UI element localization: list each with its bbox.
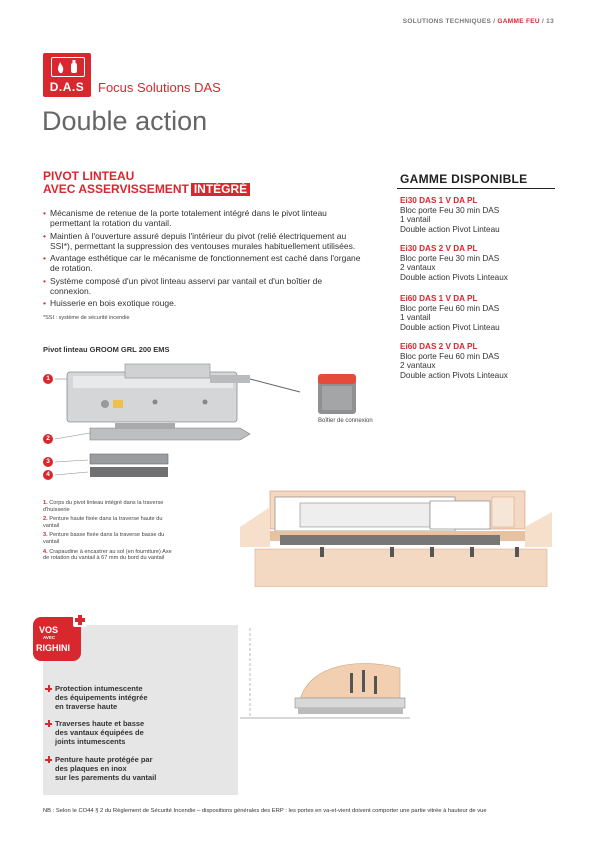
ssi-footnote: *SSI : système de sécurité incendie bbox=[43, 315, 130, 321]
gamme-line: 2 vantaux bbox=[400, 263, 436, 273]
badge-righini: RIGHINI bbox=[36, 643, 71, 653]
bullet-item: • Avantage esthétique car le mécanisme de fonctionnement est caché dans l'organe de rotation. bbox=[43, 253, 363, 274]
gamme-code: Ei60 DAS 2 V DA PL bbox=[400, 342, 478, 351]
gamme-line: Bloc porte Feu 30 min DAS bbox=[400, 205, 500, 215]
gamme-code: Ei30 DAS 1 V DA PL bbox=[400, 196, 478, 205]
pivot-product-image bbox=[55, 360, 305, 485]
section-title-highlight: INTÉGRÉ bbox=[191, 183, 250, 196]
righini-badge bbox=[33, 617, 81, 661]
bullet-item: • Système composé d'un pivot linteau asservi par vantail et d'un boîtier de connexion. bbox=[43, 276, 363, 297]
fire-extinguisher-icon bbox=[51, 57, 85, 77]
plus-icon bbox=[45, 720, 52, 727]
feature-item: Traverses haute et basse des vantaux équipées de joints intumescents bbox=[55, 719, 230, 746]
lintel-cross-section-drawing bbox=[240, 487, 552, 587]
gamme-item bbox=[400, 342, 560, 380]
page-number: / 13 bbox=[541, 18, 554, 25]
gamme-code: Ei60 DAS 1 V DA PL bbox=[400, 294, 478, 303]
gamme-line: 1 vantail bbox=[400, 215, 431, 225]
gamme-line: Double action Pivots Linteaux bbox=[400, 272, 508, 282]
floor-detail-drawing bbox=[240, 628, 410, 723]
legend-item: 2. Penture haute fixée dans la traverse haute du vantail bbox=[43, 516, 163, 529]
feature-item: Protection intumescente des équipements intégrée en traverse haute bbox=[55, 684, 230, 711]
gamme-item bbox=[400, 294, 560, 332]
feature-item: Penture haute protégée par des plaques en inox sur les parements du vantail bbox=[55, 755, 230, 782]
connection-box-image bbox=[316, 372, 360, 416]
gamme-line: Bloc porte Feu 60 min DAS bbox=[400, 303, 500, 313]
gamme-line: Bloc porte Feu 30 min DAS bbox=[400, 253, 500, 263]
gamme-item bbox=[400, 244, 560, 282]
logo-text: D.A.S bbox=[49, 80, 85, 94]
callout-number: 2 bbox=[43, 434, 53, 444]
page-title: Double action bbox=[42, 106, 208, 136]
section-title-line2: AVEC ASSERVISSEMENT bbox=[43, 182, 189, 196]
gamme-line: Bloc porte Feu 60 min DAS bbox=[400, 351, 500, 361]
bullet-item: • Mécanisme de retenue de la porte totalement intégré dans le pivot linteau permettant la rotation du vantail. bbox=[43, 208, 363, 229]
section-title-line1: PIVOT LINTEAU bbox=[43, 169, 135, 183]
header-section: GAMME FEU bbox=[497, 18, 540, 25]
bullet-item: • Maintien à l'ouverture assuré depuis l'intérieur du pivot (relié électriquement au SSI*), permettant la suppression des ventouses murales habituellement utilisées. bbox=[43, 231, 363, 252]
page-header bbox=[403, 18, 554, 25]
callout-number: 3 bbox=[43, 457, 53, 467]
parts-legend bbox=[43, 500, 173, 565]
pivot-label: Pivot linteau GROOM GRL 200 EMS bbox=[43, 345, 170, 354]
gamme-title: GAMME DISPONIBLE bbox=[400, 172, 528, 186]
feature-bullets bbox=[43, 208, 363, 311]
callout-number: 4 bbox=[43, 470, 53, 480]
legend-item: 3. Penture basse fixée dans la traverse basse du vantail bbox=[43, 532, 165, 545]
plus-icon bbox=[45, 685, 52, 692]
nb-footnote: NB : Selon le CO44 § 2 du Règlement de Sécurité Incendie – dispositions générales des ERP : les portes en va-et-vient doivent comporter une partie vitrée à hauteur de vue bbox=[43, 808, 487, 814]
header-prefix: SOLUTIONS TECHNIQUES / bbox=[402, 18, 496, 25]
gamme-line: 2 vantaux bbox=[400, 361, 436, 371]
callout-number: 1 bbox=[43, 374, 53, 384]
section-title bbox=[43, 170, 250, 196]
gamme-line: Double action Pivot Linteau bbox=[400, 322, 500, 332]
gamme-line: Double action Pivot Linteau bbox=[400, 224, 500, 234]
boitier-label: Boîtier de connexion bbox=[318, 418, 373, 424]
gamme-divider bbox=[397, 188, 555, 189]
legend-item: 1. Corps du pivot linteau intégré dans la traverse d'huisserie bbox=[43, 500, 164, 513]
plus-icon bbox=[45, 756, 52, 763]
gamme-line: Double action Pivots Linteaux bbox=[400, 370, 508, 380]
badge-avec: AVEC bbox=[43, 635, 56, 640]
gamme-item bbox=[400, 196, 560, 234]
plus-icon bbox=[73, 613, 87, 627]
gamme-line: 1 vantail bbox=[400, 313, 431, 323]
legend-item: 4. Crapaudine à encastrer au sol (en fourniture) Axe de rotation du vantail à 67 mm du bord du vantail bbox=[43, 548, 172, 562]
badge-vos: VOS bbox=[39, 625, 59, 635]
gamme-code: Ei30 DAS 2 V DA PL bbox=[400, 244, 478, 253]
bullet-item: • Huisserie en bois exotique rouge. bbox=[43, 298, 363, 308]
das-logo bbox=[43, 53, 91, 97]
focus-label: Focus Solutions DAS bbox=[98, 80, 221, 95]
